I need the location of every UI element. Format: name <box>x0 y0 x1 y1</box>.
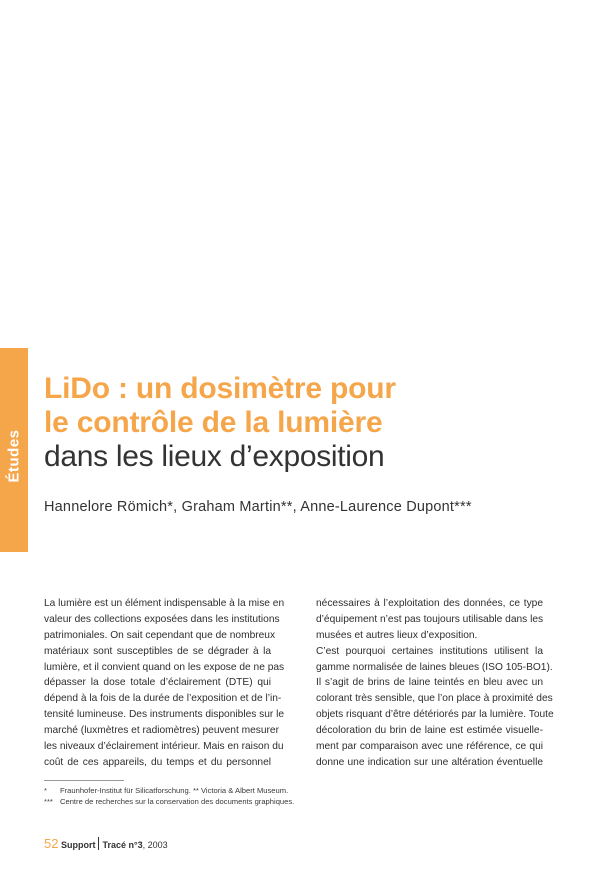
title-line-2: le contrôle de la lumière <box>44 406 383 439</box>
body-line: ment par comparaison avec une référence, ce qui <box>316 741 543 753</box>
footnote-text: Fraunhofer-Institut für Silicatforschung. ** Victoria & Albert Museum. <box>60 786 289 795</box>
folio-journal: Tracé n°3 <box>102 840 143 850</box>
folio-separator <box>98 837 99 850</box>
title-line-3: dans les lieux d’exposition <box>44 440 385 473</box>
body-line: Il s’agit de brins de laine teintés en bleu avec un <box>316 677 543 689</box>
body-line: dépasser la dose totale d’éclairement (DTE) qui <box>44 677 271 689</box>
body-line: patrimoniales. On sait cependant que de nombreux <box>44 629 276 641</box>
page-footer <box>44 836 168 851</box>
folio-section: Support <box>60 840 96 850</box>
footnote-mark: * <box>44 786 47 795</box>
footnote-text: Centre de recherches sur la conservation des documents graphiques. <box>60 797 295 806</box>
body-line: décoloration du brin de laine est estimée visuelle- <box>316 725 543 737</box>
body-line: matériaux sont susceptibles de se dégrader à la <box>44 645 271 657</box>
footnote <box>44 796 294 807</box>
body-line: marché (luxmètres et radiomètres) peuvent mesurer <box>44 725 279 737</box>
body-column-right <box>316 596 554 771</box>
section-tab-label: Études <box>5 429 23 483</box>
body-line: nécessaires à l’exploitation des données, ce type <box>316 598 543 609</box>
body-line: coût de ces appareils, du temps et du personnel <box>44 756 271 768</box>
footnote-divider <box>44 780 124 781</box>
body-line: gamme normalisée de laines bleues (ISO 105-BO1). <box>316 661 553 673</box>
body-line: d’équipement n’est pas toujours utilisable dans les <box>316 613 544 625</box>
body-line: C’est pourquoi certaines institutions utilisent la <box>316 645 543 657</box>
footnotes <box>44 785 294 807</box>
body-line: colorant très sensible, que l’on place à proximité des <box>316 693 553 705</box>
article-title <box>44 372 574 474</box>
body-line: musées et autres lieux d’exposition. <box>316 629 478 641</box>
body-line: dépend à la fois de la durée de l’exposition et de l’in- <box>44 693 282 705</box>
body-line: lumière, et il convient quand on les expose de ne pas <box>44 661 285 673</box>
title-line-1: LiDo : un dosimètre pour <box>44 372 396 405</box>
body-line: les niveaux d’éclairement intérieur. Mais en raison du <box>44 741 284 753</box>
footnote-mark: *** <box>44 797 53 806</box>
body-line: tensité lumineuse. Des instruments disponibles sur le <box>44 709 285 721</box>
footnote <box>44 785 294 796</box>
body-line: valeur des collections exposées dans les institutions <box>44 613 280 625</box>
body-line: objets risquant d’être détériorés par la lumière. Toute <box>316 709 554 721</box>
page-number: 52 <box>44 836 59 851</box>
body-column-left <box>44 596 285 771</box>
authors: Hannelore Römich*, Graham Martin**, Anne-Laurence Dupont*** <box>44 499 472 515</box>
body-line: La lumière est un élément indispensable à la mise en <box>44 598 285 609</box>
body-line: donne une indication sur une altération éventuelle <box>316 756 543 768</box>
folio-year: , 2003 <box>142 840 168 850</box>
